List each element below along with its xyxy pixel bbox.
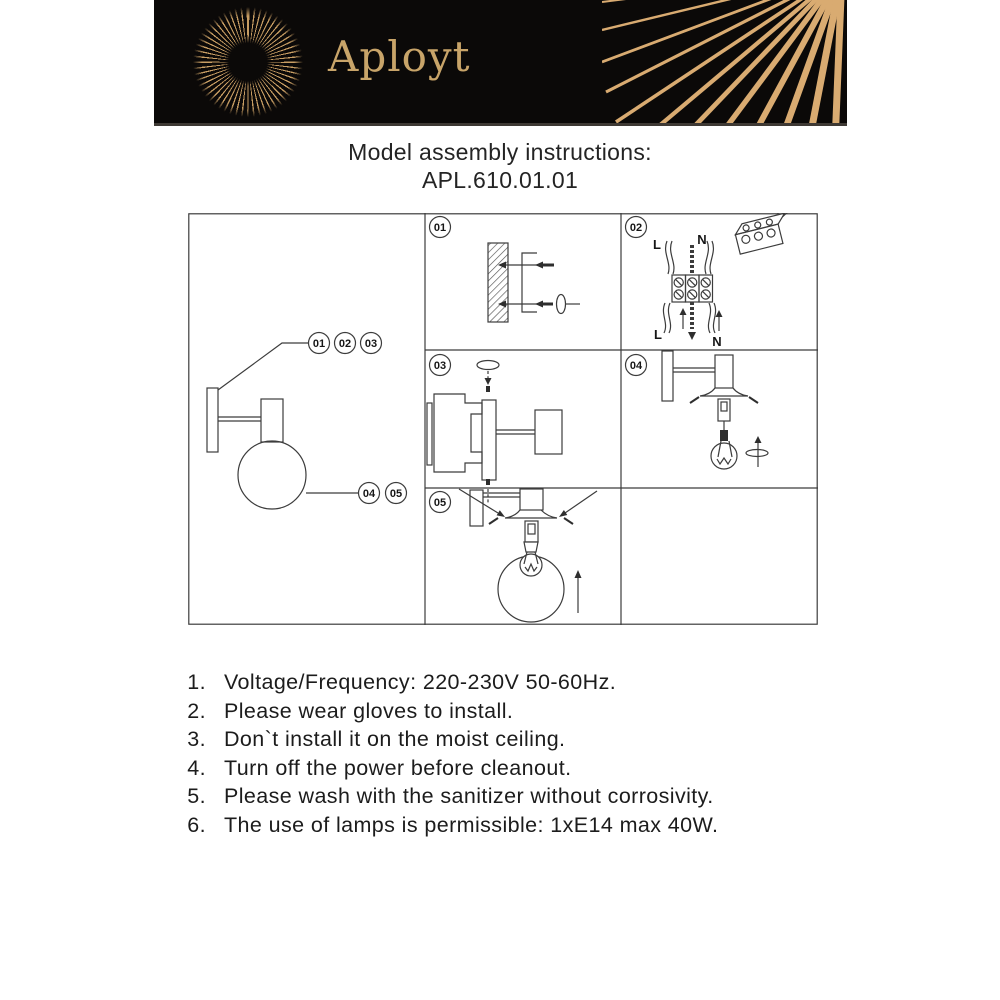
step-number: 02 [629,222,643,234]
wire-label-line-top: L [653,237,661,252]
instruction-text: Don`t install it on the moist ceiling. [224,727,566,752]
rays-decoration-icon [602,0,847,123]
step-number: 05 [433,497,447,509]
instruction-number: 3. [187,727,206,752]
page-title: Model assembly instructions: [348,139,652,165]
instruction-number: 2. [187,698,206,723]
instruction-text: Please wash with the sanitizer without corrosivity. [224,784,714,809]
title-block [0,138,1000,194]
assembly-diagram [188,213,818,625]
instruction-item [158,811,718,840]
sunburst-logo-icon [192,6,304,118]
instructions-list [158,668,718,840]
instruction-text: The use of lamps is permissible: 1xE14 max 40W. [224,812,719,837]
lamp-overview-drawing [207,343,358,509]
callout-label: 04 [362,488,376,500]
parts-callout-labels [309,333,407,504]
instruction-text: Voltage/Frequency: 220-230V 50-60Hz. [224,670,617,694]
brand-banner [154,0,847,126]
instruction-number: 4. [187,755,206,780]
callout-label: 05 [389,488,403,500]
step-number: 03 [433,360,447,372]
instruction-item [158,754,718,783]
instruction-text: Please wear gloves to install. [224,698,514,723]
instruction-item [158,782,718,811]
instruction-number: 6. [187,812,206,837]
instruction-item [158,668,718,697]
step-cell-05 [430,489,598,622]
terminal-block-3d [729,213,805,254]
callout-label: 01 [312,338,326,350]
instruction-item [158,697,718,726]
callout-label: 02 [338,338,352,350]
step-cell-02 [626,213,806,349]
instruction-number: 1. [187,670,206,694]
instruction-number: 5. [187,784,206,809]
step-number: 04 [629,360,643,372]
wire-label-neutral-bottom: N [712,334,722,349]
brand-logo-text: Aployt [328,32,471,81]
instruction-item [158,725,718,754]
step-cell-01 [430,217,581,323]
model-number: APL.610.01.01 [421,167,579,193]
step-cell-03 [427,355,562,504]
step-number: 01 [433,222,447,234]
callout-label: 03 [364,338,378,350]
wire-label-line-bottom: L [654,327,662,342]
step-cell-04 [626,351,769,469]
wire-label-neutral-top: N [697,232,707,247]
instruction-text: Turn off the power before cleanout. [224,755,572,780]
